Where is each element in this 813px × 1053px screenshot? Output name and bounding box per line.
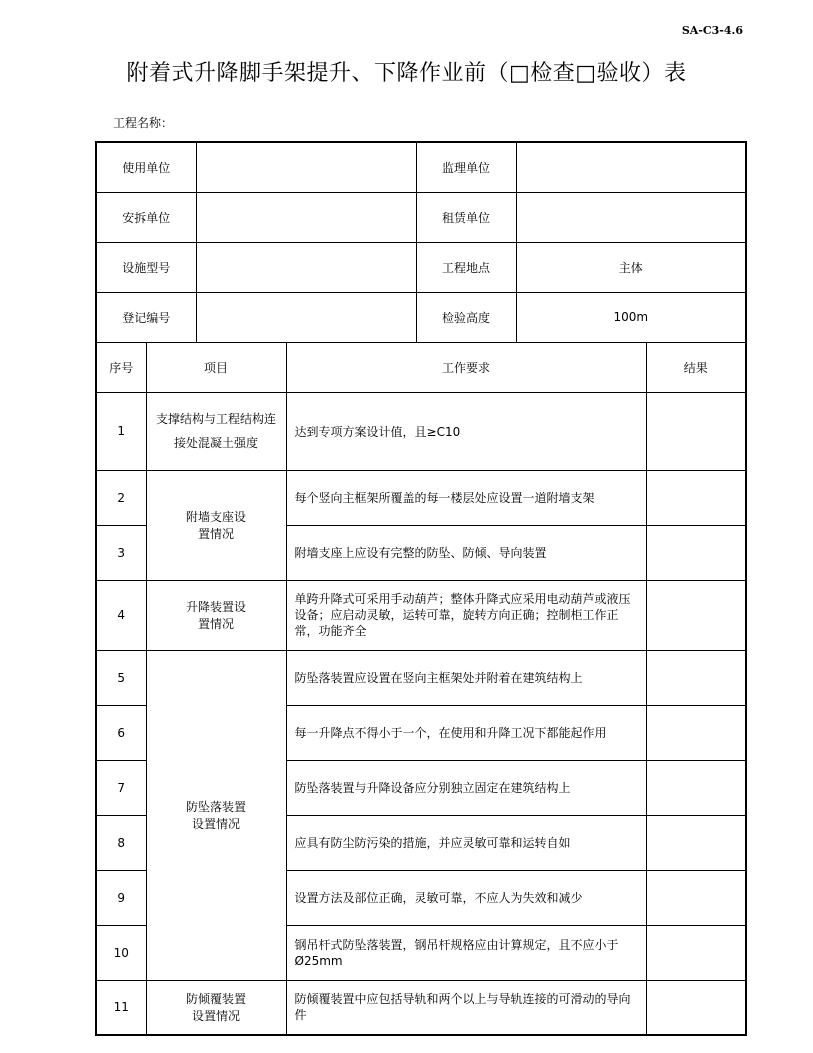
row-requirement: 应具有防尘防污染的措施，并应灵敏可靠和运转自如 [286,815,646,870]
table-row [96,980,746,1035]
table-row [96,650,746,705]
header-no: 序号 [96,342,146,392]
row-no: 3 [96,525,146,580]
lease-unit-value[interactable] [516,192,746,242]
row-no: 11 [96,980,146,1035]
inspection-table [95,141,747,1036]
row-no: 8 [96,815,146,870]
install-unit-label: 安拆单位 [96,192,196,242]
height-value[interactable]: 100m [516,292,746,342]
row-result[interactable] [646,392,746,470]
info-row [96,142,746,192]
page-title: 附着式升降脚手架提升、下降作业前（□检查□验收）表 [126,61,687,86]
row-requirement: 防坠落装置与升降设备应分别独立固定在建筑结构上 [286,760,646,815]
model-value[interactable] [196,242,416,292]
row-result[interactable] [646,870,746,925]
lease-unit-label: 租赁单位 [416,192,516,242]
location-label: 工程地点 [416,242,516,292]
supervision-value[interactable] [516,142,746,192]
group-label: 升降装置设置情况 [146,580,286,650]
model-label: 设施型号 [96,242,196,292]
reg-value[interactable] [196,292,416,342]
row-requirement: 达到专项方案设计值，且≥C10 [286,392,646,470]
reg-label: 登记编号 [96,292,196,342]
table-row [96,392,746,470]
row-requirement: 钢吊杆式防坠落装置，钢吊杆规格应由计算规定，且不应小于Ø25mm [286,925,646,980]
row-result[interactable] [646,760,746,815]
form-code: SA-C3-4.6 [681,24,743,37]
info-row [96,192,746,242]
row-requirement: 附墙支座上应设有完整的防坠、防倾、导向装置 [286,525,646,580]
table-row [96,580,746,650]
info-row [96,292,746,342]
row-no: 9 [96,870,146,925]
project-name-label: 工程名称： [113,116,174,130]
row-result[interactable] [646,525,746,580]
group-label: 防坠落装置设置情况 [146,650,286,980]
info-row [96,242,746,292]
header-row [96,342,746,392]
row-requirement: 设置方法及部位正确，灵敏可靠，不应人为失效和减少 [286,870,646,925]
row-result[interactable] [646,650,746,705]
row-no: 10 [96,925,146,980]
height-label: 检验高度 [416,292,516,342]
use-unit-label: 使用单位 [96,142,196,192]
header-result: 结果 [646,342,746,392]
use-unit-value[interactable] [196,142,416,192]
row-result[interactable] [646,705,746,760]
row-requirement: 单跨升降式可采用手动葫芦；整体升降式应采用电动葫芦或液压设备；应启动灵敏，运转可靠，旋转方向正确；控制柜工作正常，功能齐全 [286,580,646,650]
row-no: 2 [96,470,146,525]
row-no: 1 [96,392,146,470]
table-row [96,470,746,525]
row-no: 6 [96,705,146,760]
row-requirement: 每一升降点不得小于一个，在使用和升降工况下都能起作用 [286,705,646,760]
row-requirement: 每个竖向主框架所覆盖的每一楼层处应设置一道附墙支架 [286,470,646,525]
row-result[interactable] [646,470,746,525]
header-item: 项目 [146,342,286,392]
row-no: 5 [96,650,146,705]
install-unit-value[interactable] [196,192,416,242]
row-no: 7 [96,760,146,815]
header-req: 工作要求 [286,342,646,392]
row-result[interactable] [646,580,746,650]
row-requirement: 防倾覆装置中应包括导轨和两个以上与导轨连接的可滑动的导向件 [286,980,646,1035]
group-label: 附墙支座设置情况 [146,470,286,580]
row-requirement: 防坠落装置应设置在竖向主框架处并附着在建筑结构上 [286,650,646,705]
row-result[interactable] [646,925,746,980]
supervision-label: 监理单位 [416,142,516,192]
row-no: 4 [96,580,146,650]
row-result[interactable] [646,980,746,1035]
location-value[interactable]: 主体 [516,242,746,292]
row-result[interactable] [646,815,746,870]
group-label: 支撑结构与工程结构连接处混凝土强度 [146,392,286,470]
group-label: 防倾覆装置设置情况 [146,980,286,1035]
